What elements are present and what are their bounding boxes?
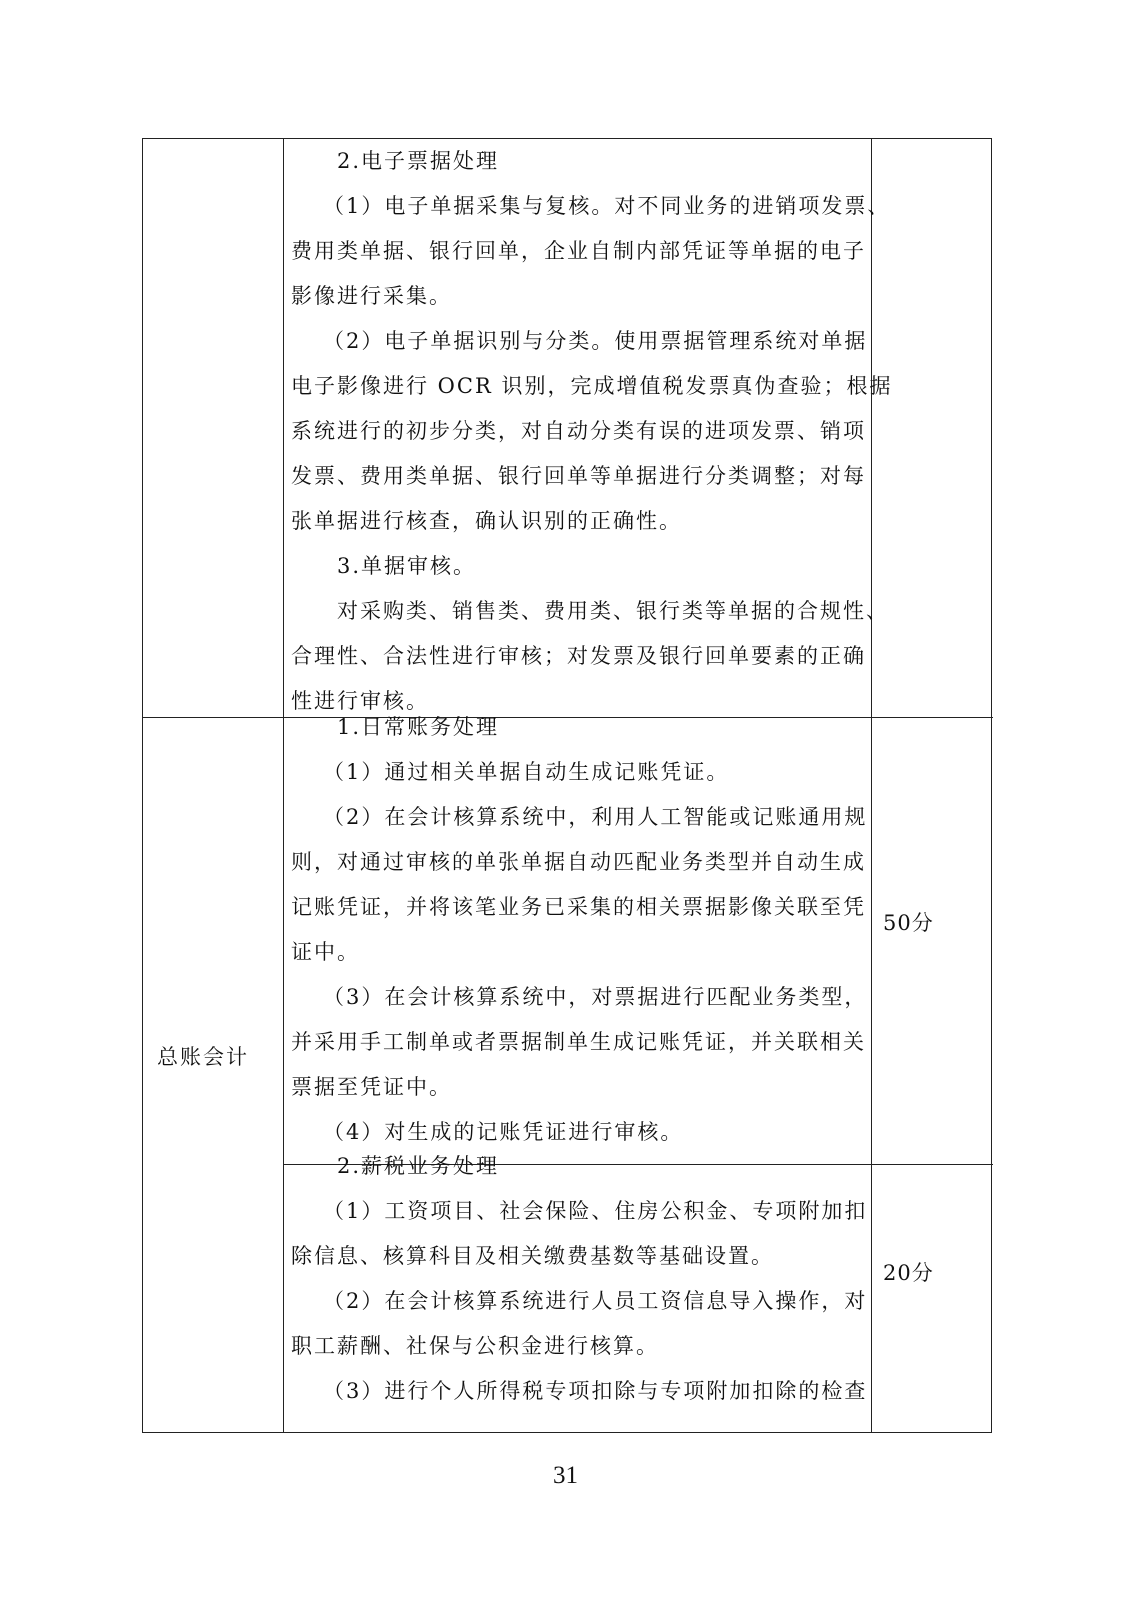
page-number: 31 xyxy=(553,1462,578,1489)
section-a-subheading: 3.单据审核。 xyxy=(337,554,477,578)
content-line: 电子影像进行 OCR 识别，完成增值税发票真伪查验；根据 xyxy=(291,374,893,398)
content-line: （3）进行个人所得税专项扣除与专项附加扣除的检查 xyxy=(323,1379,868,1403)
content-line: 记账凭证，并将该笔业务已采集的相关票据影像关联至凭 xyxy=(291,895,866,919)
content-line: 证中。 xyxy=(291,940,360,964)
content-line: 系统进行的初步分类，对自动分类有误的进项发票、销项 xyxy=(291,419,866,443)
content-line: 费用类单据、银行回单，企业自制内部凭证等单据的电子 xyxy=(291,239,866,263)
content-line: 职工薪酬、社保与公积金进行核算。 xyxy=(291,1334,659,1358)
content-line: （2）在会计核算系统进行人员工资信息导入操作，对 xyxy=(323,1289,868,1313)
section-b-score: 50分 xyxy=(883,911,934,935)
content-line: 除信息、核算科目及相关缴费基数等基础设置。 xyxy=(291,1244,774,1268)
content-line: 票据至凭证中。 xyxy=(291,1075,452,1099)
content-line: 发票、费用类单据、银行回单等单据进行分类调整；对每 xyxy=(291,464,866,488)
content-line: 合理性、合法性进行审核；对发票及银行回单要素的正确 xyxy=(291,644,866,668)
content-line: 对采购类、销售类、费用类、银行类等单据的合规性、 xyxy=(337,599,889,623)
content-line: （4）对生成的记账凭证进行审核。 xyxy=(323,1120,684,1144)
content-line: 性进行审核。 xyxy=(291,689,429,713)
column-divider-1 xyxy=(283,139,284,1432)
category-label: 总账会计 xyxy=(157,1045,249,1069)
content-line: （1）通过相关单据自动生成记账凭证。 xyxy=(323,760,730,784)
content-line: 则，对通过审核的单张单据自动匹配业务类型并自动生成 xyxy=(291,850,866,874)
content-line: 影像进行采集。 xyxy=(291,284,452,308)
content-line: （1）工资项目、社会保险、住房公积金、专项附加扣 xyxy=(323,1199,868,1223)
section-c-heading: 2.薪税业务处理 xyxy=(337,1154,500,1178)
content-line: （3）在会计核算系统中，对票据进行匹配业务类型， xyxy=(323,985,868,1009)
content-line: 并采用手工制单或者票据制单生成记账凭证，并关联相关 xyxy=(291,1030,866,1054)
row-divider-1 xyxy=(143,717,993,718)
column-divider-2 xyxy=(871,139,872,1432)
content-line: （2）电子单据识别与分类。使用票据管理系统对单据 xyxy=(323,329,868,353)
content-line: （2）在会计核算系统中，利用人工智能或记账通用规 xyxy=(323,805,868,829)
section-b-heading: 1.日常账务处理 xyxy=(337,715,500,739)
content-line: （1）电子单据采集与复核。对不同业务的进销项发票、 xyxy=(323,194,891,218)
assessment-table xyxy=(142,138,992,1433)
content-line: 张单据进行核查，确认识别的正确性。 xyxy=(291,509,682,533)
section-a-heading: 2.电子票据处理 xyxy=(337,149,500,173)
section-c-score: 20分 xyxy=(883,1261,934,1285)
